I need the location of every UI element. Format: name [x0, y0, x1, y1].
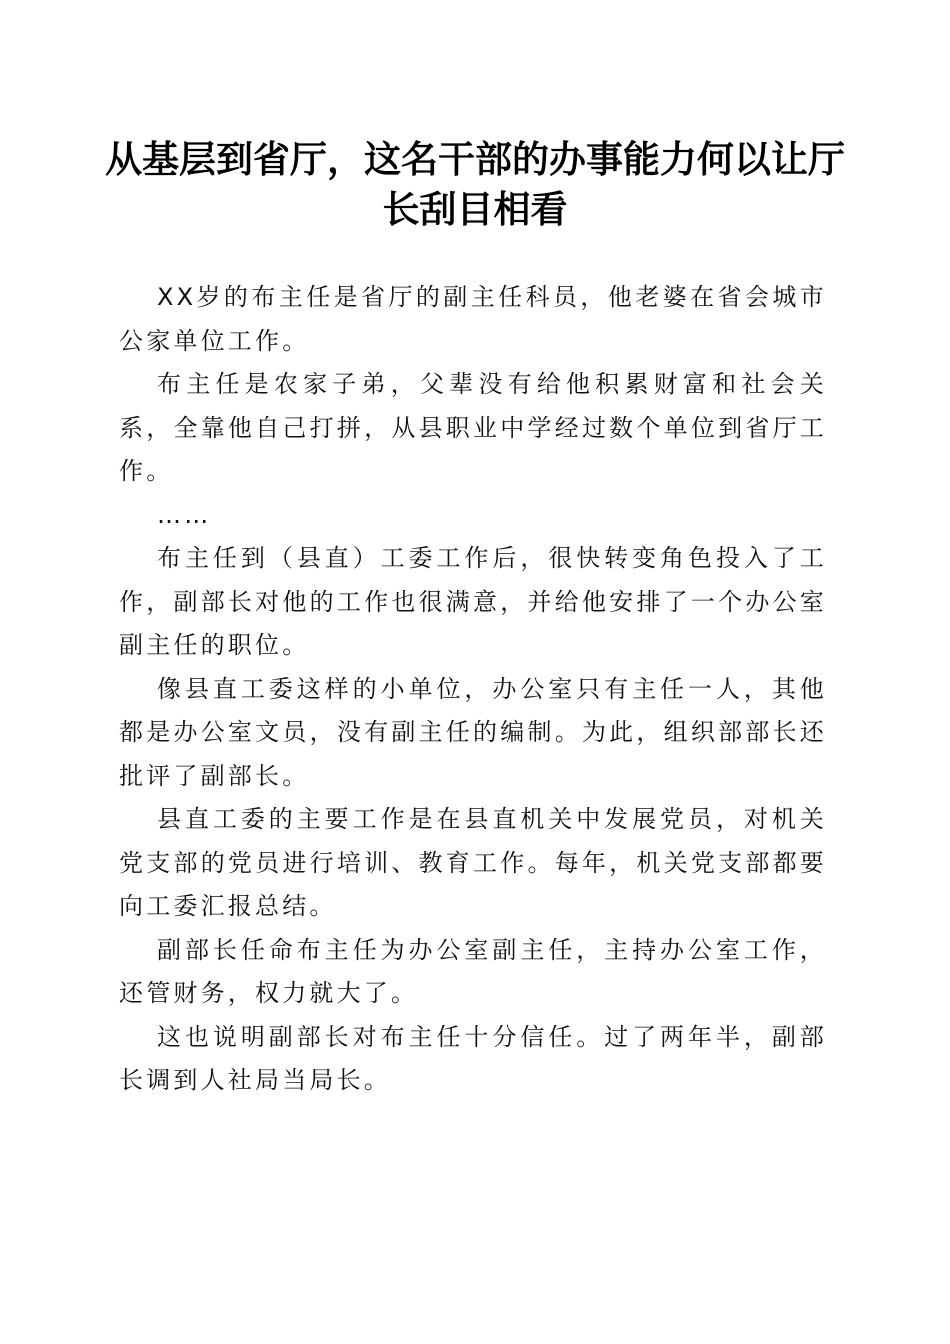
- paragraph: 布主任是农家子弟，父辈没有给他积累财富和社会关系，全靠他自己打拼，从县职业中学经过数个单位到省厅工作。: [119, 370, 827, 485]
- ellipsis-paragraph: ……: [157, 500, 212, 529]
- title-line-1: 从基层到省厅，这名干部的办事能力何以让厅: [105, 137, 845, 181]
- article-body: [119, 276, 827, 1103]
- paragraph: XX岁的布主任是省厅的副主任科员，他老婆在省会城市公家单位工作。: [119, 283, 827, 355]
- paragraph: 这也说明副部长对布主任十分信任。过了两年半，副部长调到人社局当局长。: [119, 1022, 827, 1094]
- paragraph: 像县直工委这样的小单位，办公室只有主任一人，其他都是办公室文员，没有副主任的编制。为此，组织部部长还批评了副部长。: [119, 674, 827, 790]
- paragraph: 县直工委的主要工作是在县直机关中发展党员，对机关党支部的党员进行培训、教育工作。每年，机关党支部都要向工委汇报总结。: [119, 805, 827, 920]
- page-title: [100, 134, 850, 234]
- title-line-2: 长刮目相看: [382, 187, 568, 231]
- paragraph: 布主任到（县直）工委工作后，很快转变角色投入了工作，副部长对他的工作也很满意，并给他安排了一个办公室副主任的职位。: [119, 544, 827, 659]
- paragraph: 副部长任命布主任为办公室副主任，主持办公室工作，还管财务，权力就大了。: [119, 935, 827, 1007]
